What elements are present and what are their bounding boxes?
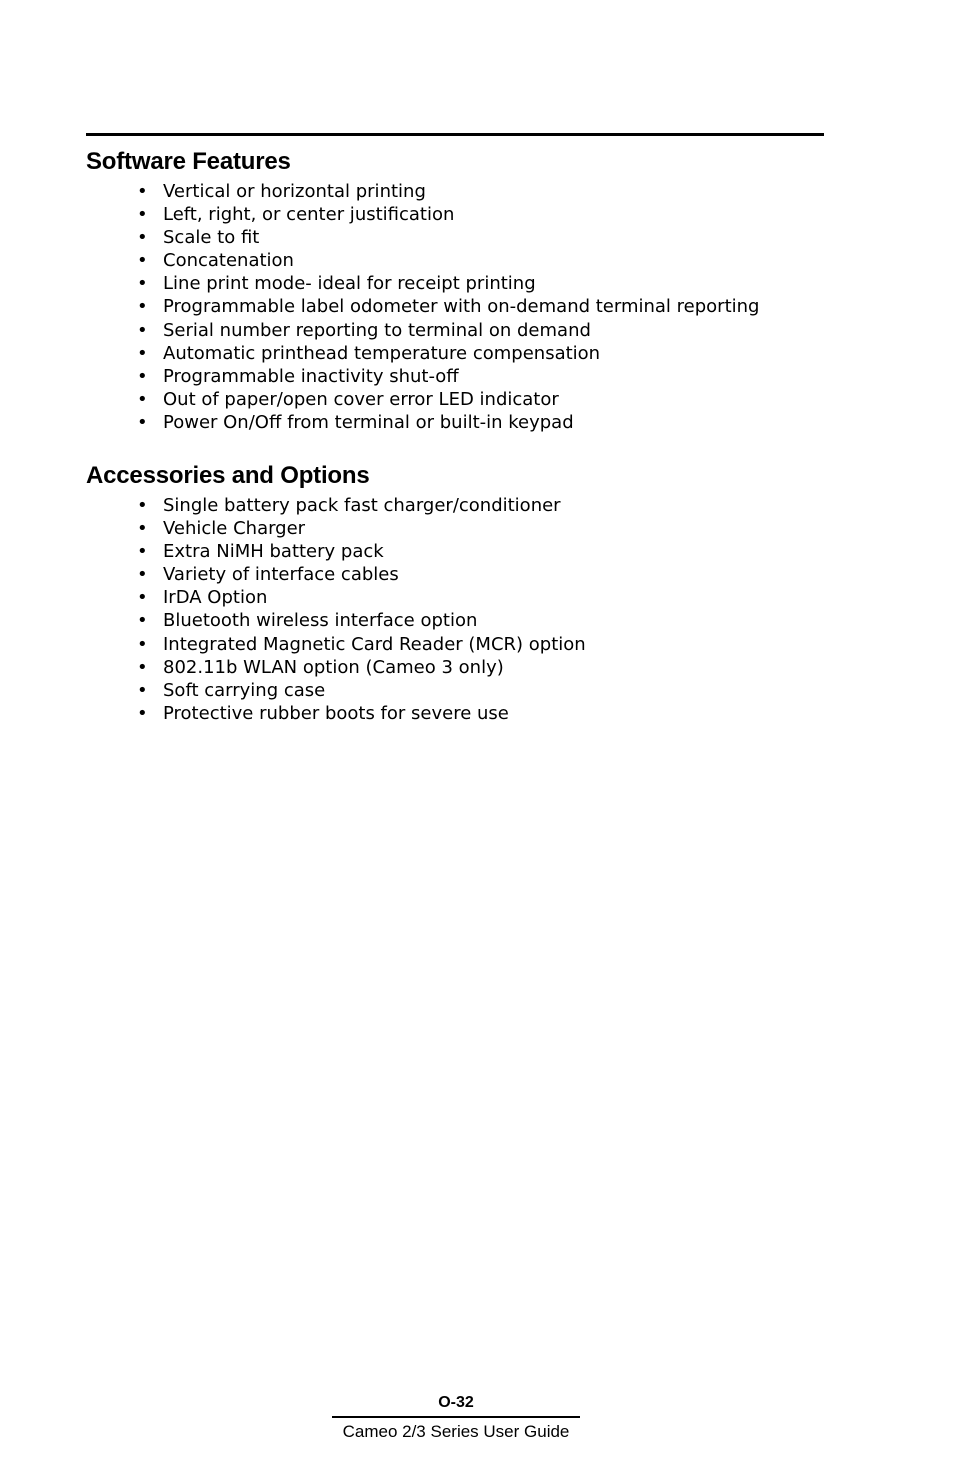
bullet-icon: • — [137, 610, 148, 632]
list-item-text: Programmable label odometer with on-demand terminal reporting — [163, 296, 760, 318]
bullet-icon: • — [137, 702, 148, 724]
list-item-text: Left, right, or center justification — [163, 204, 455, 226]
list-item-text: Protective rubber boots for severe use — [163, 702, 509, 724]
guide-title: Cameo 2/3 Series User Guide — [342, 1422, 570, 1441]
list-item-text: IrDA Option — [163, 587, 268, 609]
list-item — [86, 319, 826, 342]
bullet-icon: • — [137, 633, 148, 655]
bullet-icon: • — [137, 411, 148, 433]
list-item-text: Variety of interface cables — [163, 564, 399, 586]
accessories-heading: Accessories and Options — [86, 462, 370, 489]
list-item — [86, 388, 826, 411]
bullet-icon: • — [137, 319, 148, 341]
bullet-icon: • — [137, 365, 148, 387]
bullet-icon: • — [137, 273, 148, 295]
list-item — [86, 702, 826, 725]
list-item-text: Automatic printhead temperature compensation — [163, 342, 601, 364]
footer-divider — [332, 1416, 580, 1418]
list-item-text: 802.11b WLAN option (Cameo 3 only) — [163, 656, 504, 678]
list-item-text: Vertical or horizontal printing — [163, 181, 426, 202]
list-item — [86, 295, 826, 318]
list-item — [86, 272, 826, 295]
list-item — [86, 633, 826, 656]
top-divider — [86, 133, 824, 136]
bullet-icon: • — [137, 181, 148, 202]
bullet-icon: • — [137, 518, 148, 540]
list-item — [86, 226, 826, 249]
list-item — [86, 203, 826, 226]
page-footer — [332, 1393, 580, 1443]
software-features-list — [86, 180, 826, 434]
software-features-section — [86, 148, 826, 434]
bullet-icon: • — [137, 495, 148, 516]
bullet-icon: • — [137, 296, 148, 318]
list-item — [86, 656, 826, 679]
list-item — [86, 365, 826, 388]
list-item-text: Serial number reporting to terminal on demand — [163, 319, 591, 341]
list-item-text: Vehicle Charger — [163, 518, 306, 540]
list-item-text: Programmable inactivity shut-off — [163, 365, 459, 387]
list-item-text: Bluetooth wireless interface option — [163, 610, 478, 632]
bullet-icon: • — [137, 587, 148, 609]
list-item — [86, 679, 826, 702]
bullet-icon: • — [137, 204, 148, 226]
list-item-text: Soft carrying case — [163, 679, 326, 701]
bullet-icon: • — [137, 541, 148, 563]
list-item-text: Out of paper/open cover error LED indicator — [163, 388, 559, 410]
list-item — [86, 609, 826, 632]
list-item — [86, 411, 826, 434]
bullet-icon: • — [137, 679, 148, 701]
list-item — [86, 249, 826, 272]
list-item-text: Extra NiMH battery pack — [163, 541, 384, 563]
software-features-heading: Software Features — [86, 148, 291, 175]
list-item — [86, 563, 826, 586]
accessories-list — [86, 494, 826, 725]
list-item-text: Integrated Magnetic Card Reader (MCR) option — [163, 633, 586, 655]
list-item-text: Line print mode- ideal for receipt printing — [163, 273, 536, 295]
bullet-icon: • — [137, 388, 148, 410]
list-item — [86, 494, 826, 517]
list-item — [86, 342, 826, 365]
list-item — [86, 540, 826, 563]
bullet-icon: • — [137, 564, 148, 586]
page-number: O-32 — [438, 1394, 474, 1411]
bullet-icon: • — [137, 656, 148, 678]
list-item — [86, 586, 826, 609]
bullet-icon: • — [137, 250, 148, 272]
bullet-icon: • — [137, 342, 148, 364]
list-item-text: Concatenation — [163, 250, 294, 272]
list-item — [86, 517, 826, 540]
list-item-text: Power On/Off from terminal or built-in keypad — [163, 411, 574, 433]
bullet-icon: • — [137, 227, 148, 249]
list-item-text: Single battery pack fast charger/conditioner — [163, 495, 561, 516]
list-item-text: Scale to fit — [163, 227, 260, 249]
list-item — [86, 180, 826, 203]
accessories-section — [86, 462, 826, 725]
